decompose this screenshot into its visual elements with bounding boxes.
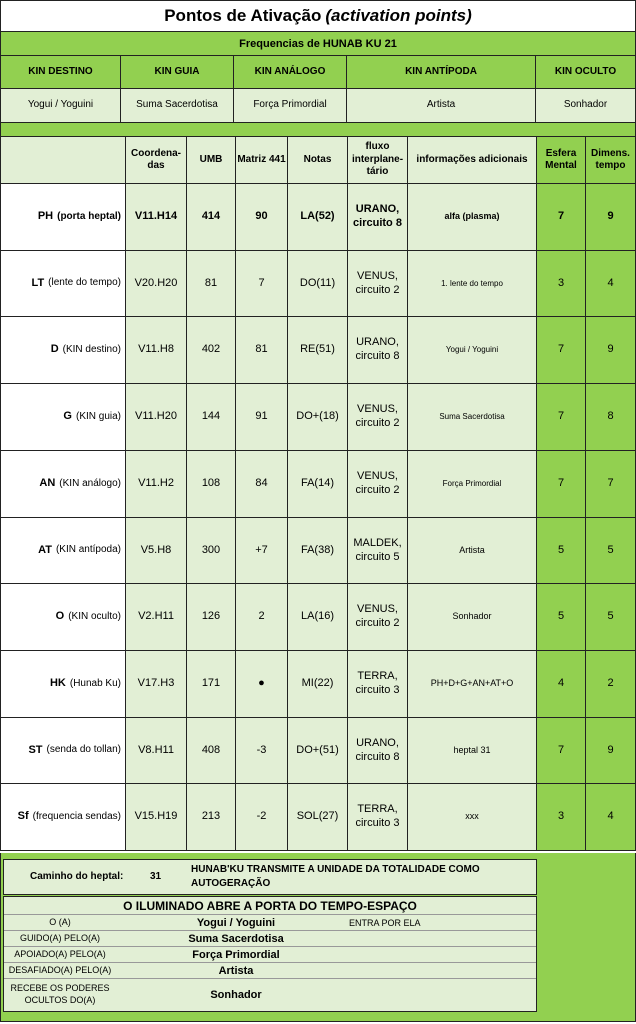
row-label: (lente do tempo) — [48, 277, 121, 289]
row-label: (Hunab Ku) — [69, 677, 121, 689]
table-cell-info: 1. lente do tempo — [408, 251, 537, 317]
table-header: Esfera Mental — [537, 136, 586, 184]
iluminado-value: Artista — [218, 964, 254, 977]
page-title-sub: (activation points) — [325, 6, 472, 25]
table-cell-nota: SOL(27) — [288, 784, 348, 851]
row-label: (porta heptal) — [57, 210, 121, 222]
table-cell-nota: DO(11) — [288, 251, 348, 317]
table-cell-coord: V20.H20 — [126, 251, 187, 317]
kin-header: KIN ANÁLOGO — [234, 56, 347, 89]
table-cell-code — [0, 451, 126, 518]
table-cell-dim: 9 — [586, 718, 636, 784]
table-cell-nota: MI(22) — [288, 651, 348, 718]
caminho-box — [3, 859, 537, 895]
table-cell-nota: RE(51) — [288, 317, 348, 384]
iluminado-value: Sonhador — [210, 989, 262, 1001]
table-cell-code — [0, 184, 126, 251]
table-cell-umb: 408 — [187, 718, 236, 784]
table-cell-matriz: +7 — [236, 518, 288, 584]
table-cell-fluxo: TERRA, circuito 3 — [348, 784, 408, 851]
table-cell-fluxo: VENUS, circuito 2 — [348, 384, 408, 451]
table-cell-info: xxx — [408, 784, 537, 851]
row-code: G — [63, 410, 72, 423]
table-cell-code — [0, 251, 126, 317]
table-cell-coord: V11.H20 — [126, 384, 187, 451]
table-cell-esfera: 7 — [537, 718, 586, 784]
table-cell-coord: V8.H11 — [126, 718, 187, 784]
table-cell-matriz: 91 — [236, 384, 288, 451]
table-cell-nota: LA(16) — [288, 584, 348, 651]
table-cell-umb: 414 — [187, 184, 236, 251]
table-cell-umb: 144 — [187, 384, 236, 451]
table-cell-umb: 108 — [187, 451, 236, 518]
table-cell-matriz: 7 — [236, 251, 288, 317]
iluminado-label: RECEBE OS PODERES OCULTOS DO(A) — [10, 983, 110, 1005]
table-cell-fluxo: MALDEK, circuito 5 — [348, 518, 408, 584]
iluminado-value: Suma Sacerdotisa — [188, 932, 284, 945]
table-cell-esfera: 5 — [537, 584, 586, 651]
table-cell-matriz: 84 — [236, 451, 288, 518]
table-cell-code — [0, 518, 126, 584]
table-cell-esfera: 7 — [537, 384, 586, 451]
table-cell-nota: DO+(51) — [288, 718, 348, 784]
iluminado-value: Yogui / Yoguini — [196, 916, 276, 929]
table-cell-fluxo: VENUS, circuito 2 — [348, 251, 408, 317]
kin-value: Suma Sacerdotisa — [121, 89, 234, 123]
kin-header: KIN GUIA — [121, 56, 234, 89]
table-cell-dim: 4 — [586, 251, 636, 317]
row-label: (KIN antípoda) — [55, 544, 121, 556]
table-cell-fluxo: VENUS, circuito 2 — [348, 584, 408, 651]
iluminado-line — [4, 979, 536, 1011]
table-cell-umb: 81 — [187, 251, 236, 317]
table-header: UMB — [187, 136, 236, 184]
table-cell-code — [0, 718, 126, 784]
table-cell-dim: 5 — [586, 518, 636, 584]
iluminado-label: GUIDO(A) PELO(A) — [19, 932, 100, 943]
iluminado-box — [3, 896, 537, 1012]
caminho-text: HUNAB'KU TRANSMITE A UNIDADE DA TOTALIDADE COMO AUTOGERAÇÃO — [191, 864, 480, 889]
table-header: Matriz 441 — [236, 136, 288, 184]
row-code: HK — [49, 677, 66, 690]
table-cell-esfera: 4 — [537, 651, 586, 718]
page-title — [0, 0, 636, 32]
table-cell-umb: 402 — [187, 317, 236, 384]
kin-value: Sonhador — [536, 89, 636, 123]
table-cell-info: PH+D+G+AN+AT+O — [408, 651, 537, 718]
caminho-value: 31 — [150, 871, 162, 882]
table-cell-info: Força Primordial — [408, 451, 537, 518]
table-cell-matriz: 2 — [236, 584, 288, 651]
caminho-label: Caminho do heptal: — [30, 871, 124, 882]
table-cell-fluxo: TERRA, circuito 3 — [348, 651, 408, 718]
kin-value: Artista — [347, 89, 536, 123]
iluminado-label: DESAFIADO(A) PELO(A) — [8, 964, 112, 975]
row-label: (KIN análogo) — [59, 477, 121, 489]
table-cell-info: Sonhador — [408, 584, 537, 651]
row-code: LT — [31, 276, 45, 289]
kin-header: KIN ANTÍPODA — [347, 56, 536, 89]
table-cell-code — [0, 317, 126, 384]
table-cell-esfera: 3 — [537, 251, 586, 317]
iluminado-label: APOIADO(A) PELO(A) — [14, 948, 106, 959]
table-header: Notas — [288, 136, 348, 184]
table-cell-coord: V17.H3 — [126, 651, 187, 718]
table-cell-dim: 8 — [586, 384, 636, 451]
iluminado-title: O ILUMINADO ABRE A PORTA DO TEMPO-ESPAÇO — [4, 897, 536, 915]
table-cell-fluxo: URANO, circuito 8 — [348, 317, 408, 384]
row-label: (KIN oculto) — [68, 610, 121, 622]
table-cell-code — [0, 784, 126, 851]
row-code: D — [50, 343, 59, 356]
table-cell-nota: DO+(18) — [288, 384, 348, 451]
table-header: Coordena-das — [126, 136, 187, 184]
table-cell-coord: V11.H2 — [126, 451, 187, 518]
table-cell-esfera: 7 — [537, 451, 586, 518]
iluminado-label: O (A) — [49, 916, 71, 927]
table-cell-dim: 2 — [586, 651, 636, 718]
table-cell-info: Suma Sacerdotisa — [408, 384, 537, 451]
row-code: PH — [37, 210, 54, 223]
table-header: informações adicionais — [408, 136, 537, 184]
iluminado-line — [4, 915, 536, 931]
table-cell-info: Artista — [408, 518, 537, 584]
table-cell-esfera: 7 — [537, 184, 586, 251]
table-cell-matriz: 90 — [236, 184, 288, 251]
kin-header: KIN OCULTO — [536, 56, 636, 89]
iluminado-line — [4, 931, 536, 947]
table-header: Dimens. tempo — [586, 136, 636, 184]
table-cell-umb: 300 — [187, 518, 236, 584]
table-cell-dim: 9 — [586, 317, 636, 384]
table-cell-code — [0, 384, 126, 451]
iluminado-extra: ENTRA POR ELA — [349, 917, 421, 928]
row-code: AT — [38, 543, 52, 556]
table-header — [0, 136, 126, 184]
iluminado-line — [4, 947, 536, 963]
table-cell-matriz: 81 — [236, 317, 288, 384]
table-cell-matriz: -2 — [236, 784, 288, 851]
table-cell-umb: 171 — [187, 651, 236, 718]
table-cell-nota: FA(38) — [288, 518, 348, 584]
table-cell-info: heptal 31 — [408, 718, 537, 784]
table-cell-code — [0, 651, 126, 718]
row-label: (KIN guia) — [75, 410, 121, 422]
table-cell-coord: V5.H8 — [126, 518, 187, 584]
table-cell-esfera: 3 — [537, 784, 586, 851]
table-cell-info: Yogui / Yoguini — [408, 317, 537, 384]
table-cell-coord: V11.H14 — [126, 184, 187, 251]
table-cell-umb: 126 — [187, 584, 236, 651]
page-title-main: Pontos de Ativação — [164, 6, 322, 25]
table-cell-matriz: -3 — [236, 718, 288, 784]
table-cell-coord: V11.H8 — [126, 317, 187, 384]
table-header: fluxo interplane-tário — [348, 136, 408, 184]
row-label: (senda do tollan) — [46, 744, 121, 756]
table-cell-dim: 4 — [586, 784, 636, 851]
table-cell-matriz: ● — [236, 651, 288, 718]
row-label: (frequencia sendas) — [32, 810, 121, 822]
table-cell-esfera: 7 — [537, 317, 586, 384]
kin-value: Força Primordial — [234, 89, 347, 123]
row-code: Sf — [17, 810, 29, 823]
table-cell-info: alfa (plasma) — [408, 184, 537, 251]
iluminado-line — [4, 963, 536, 979]
table-cell-nota: LA(52) — [288, 184, 348, 251]
table-cell-dim: 5 — [586, 584, 636, 651]
table-cell-dim: 7 — [586, 451, 636, 518]
table-cell-fluxo: VENUS, circuito 2 — [348, 451, 408, 518]
row-code: ST — [28, 743, 43, 756]
table-cell-coord: V2.H11 — [126, 584, 187, 651]
table-cell-fluxo: URANO, circuito 8 — [348, 184, 408, 251]
frequencias-title: Frequencias de HUNAB KU 21 — [0, 32, 636, 56]
row-code: O — [55, 610, 65, 623]
kin-value: Yogui / Yoguini — [0, 89, 121, 123]
row-code: AN — [39, 477, 56, 490]
table-cell-fluxo: URANO, circuito 8 — [348, 718, 408, 784]
kin-header: KIN DESTINO — [0, 56, 121, 89]
row-label: (KIN destino) — [62, 343, 121, 355]
table-cell-nota: FA(14) — [288, 451, 348, 518]
table-cell-umb: 213 — [187, 784, 236, 851]
table-cell-coord: V15.H19 — [126, 784, 187, 851]
table-cell-dim: 9 — [586, 184, 636, 251]
iluminado-value: Força Primordial — [192, 948, 280, 961]
spacer-strip — [0, 123, 636, 136]
table-cell-code — [0, 584, 126, 651]
table-cell-esfera: 5 — [537, 518, 586, 584]
